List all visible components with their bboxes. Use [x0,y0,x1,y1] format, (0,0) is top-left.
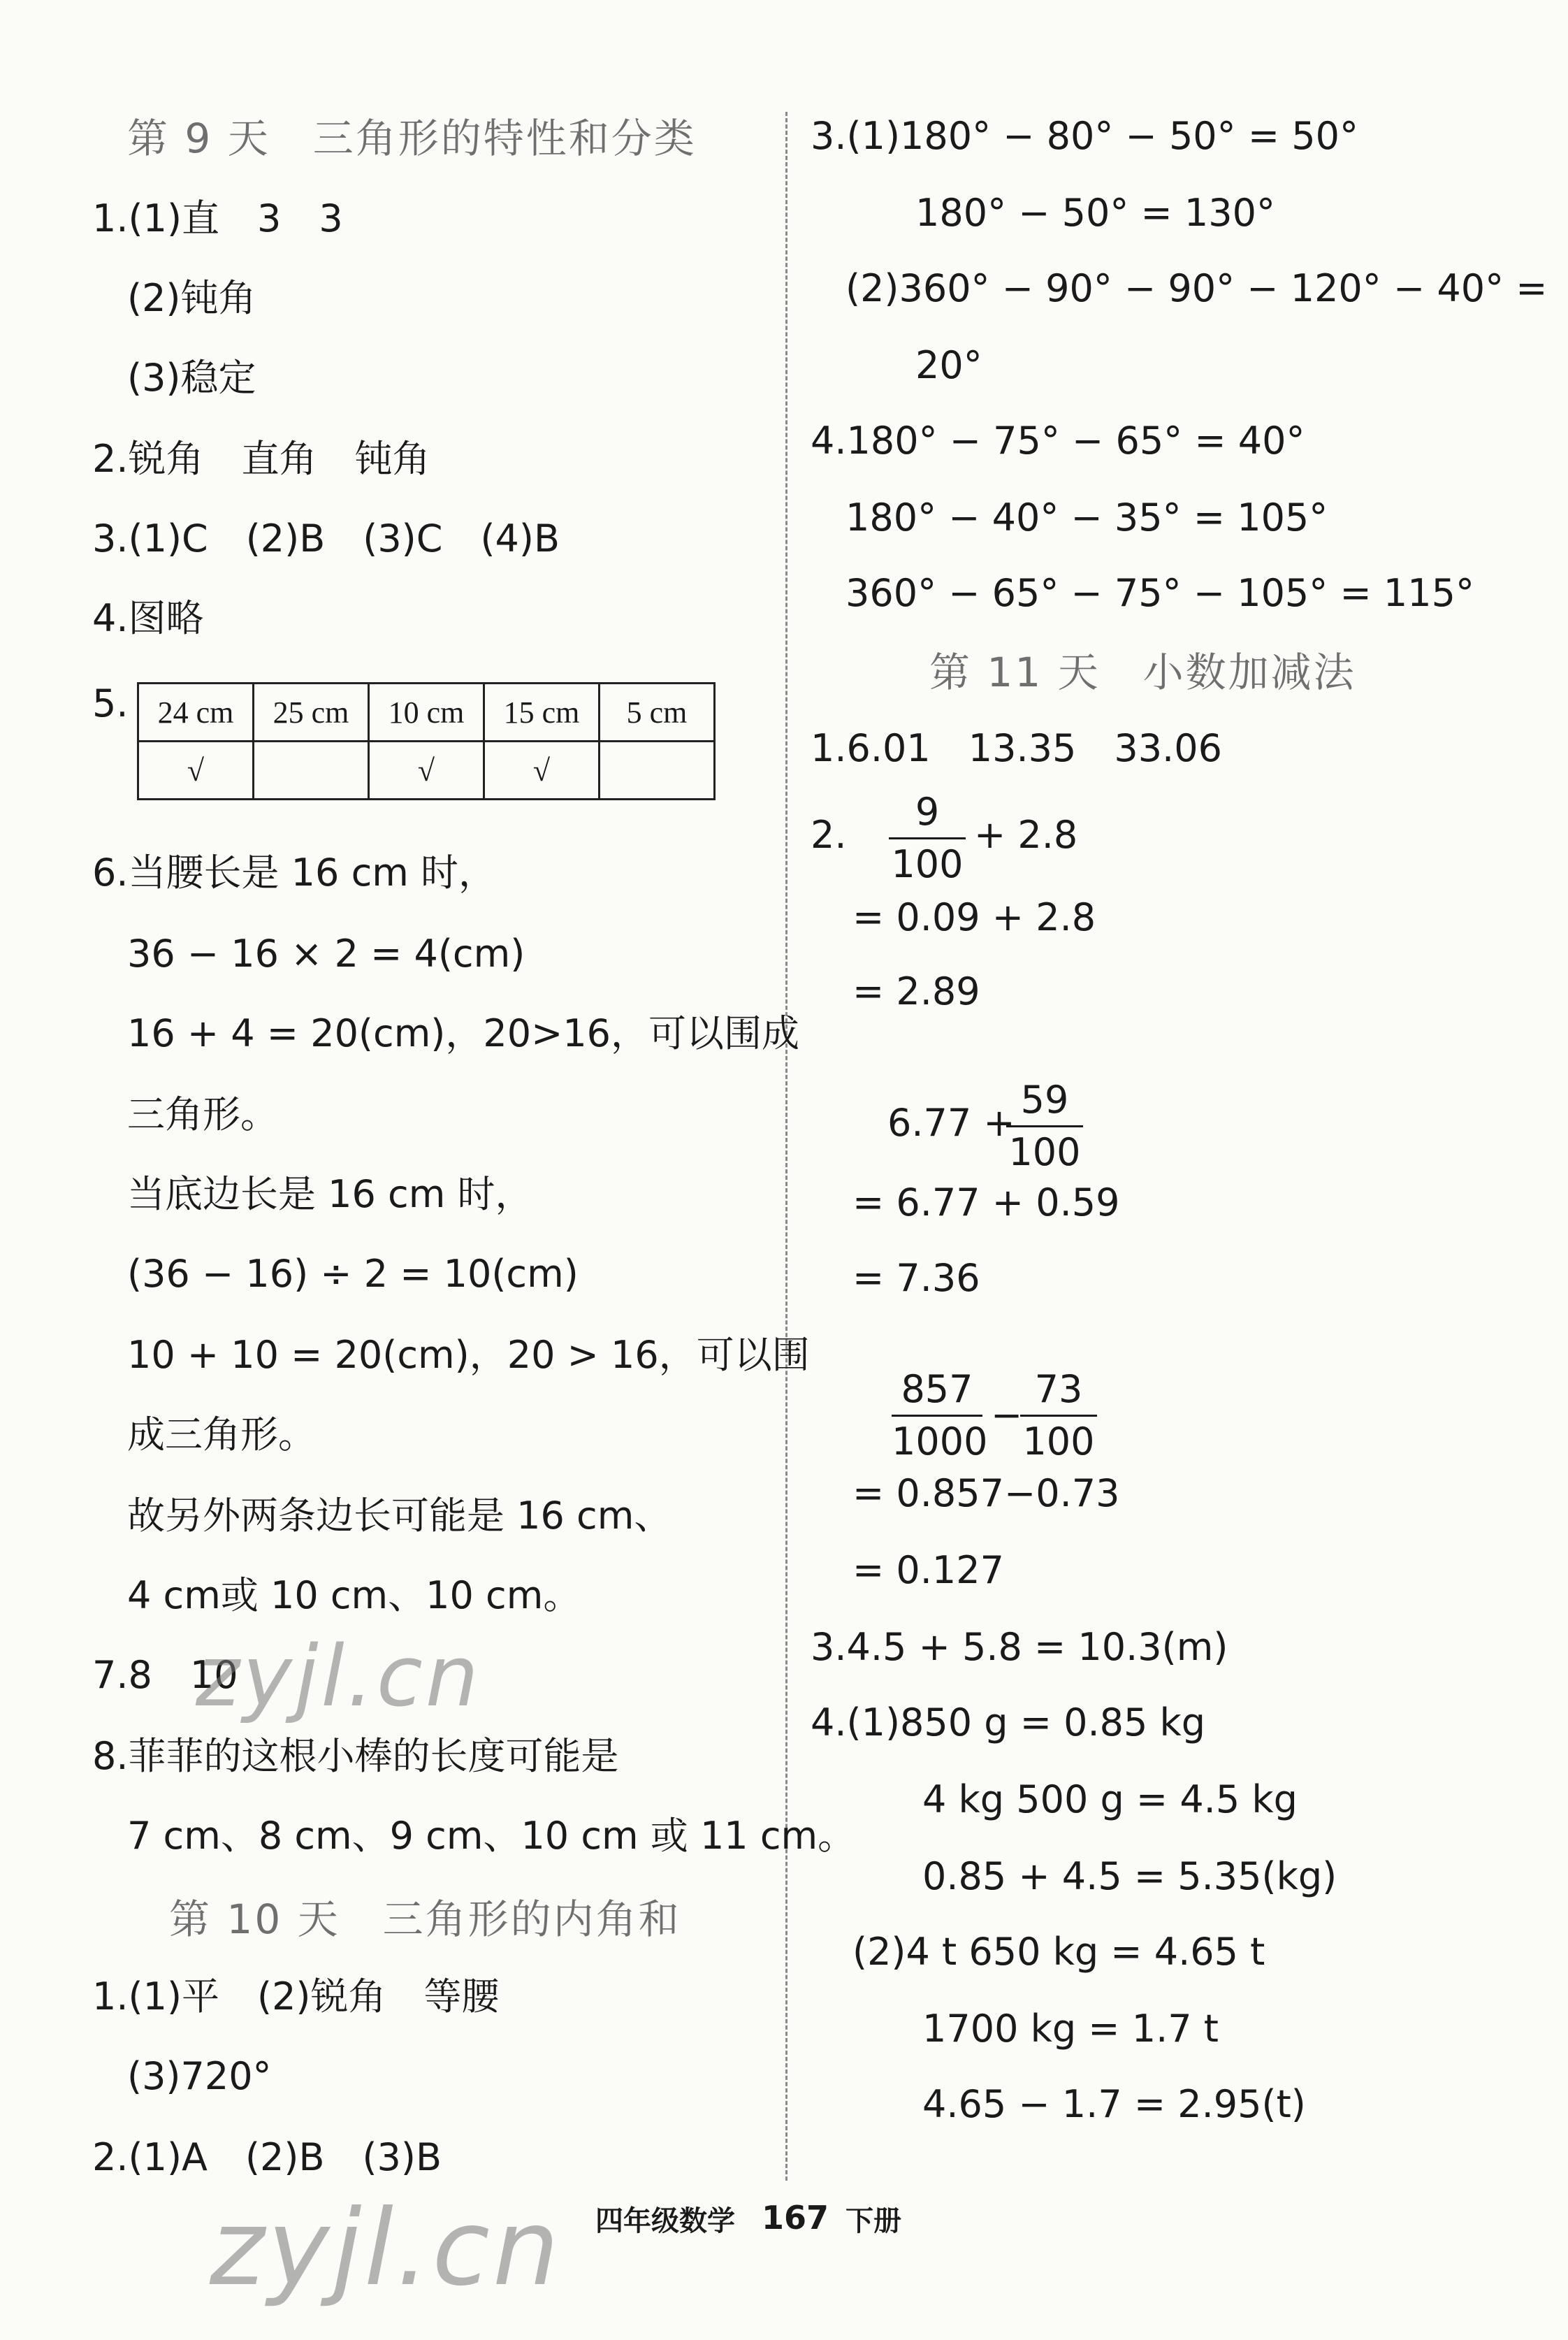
q1-part2: (2)钝角 [127,276,256,320]
q5-mark-cell: √ [369,742,484,800]
q5-header-cell: 15 cm [484,684,600,742]
day11-q4-line: (2)4 t 650 kg = 4.65 t [852,1930,1265,1974]
q5-mark-cell: √ [138,742,254,800]
footer-volume: 下册 [845,2205,901,2237]
q4-line: 4.180° − 75° − 65° = 40° [811,419,1305,463]
q5-mark-cell [600,742,715,800]
q6-line: 4 cm或 10 cm、10 cm。 [127,1573,581,1617]
expression-step: = 0.127 [852,1548,1005,1592]
q5-table-header-row [138,684,715,742]
q6-line: 成三角形。 [127,1413,316,1457]
q5-mark-cell [254,742,369,800]
day11-q4-line: 4 kg 500 g = 4.5 kg [922,1777,1298,1821]
q3-line: (2)360° − 90° − 90° − 120° − 40° = [845,266,1548,310]
q3-line: 180° − 50° = 130° [915,191,1276,235]
fraction-denominator: 100 [1008,1130,1081,1174]
day10-q2-answer: 2.(1)A (2)B (3)B [92,2135,442,2179]
fraction-numerator: 59 [1020,1078,1069,1122]
q5-header-cell: 5 cm [600,684,715,742]
q3-line: 3.(1)180° − 80° − 50° = 50° [811,114,1358,158]
q5-number: 5. [92,681,129,725]
expression-step: = 0.857−0.73 [852,1471,1120,1515]
day11-q4-line: 0.85 + 4.5 = 5.35(kg) [922,1854,1337,1898]
day11-q3-answer: 3.4.5 + 5.8 = 10.3(m) [811,1625,1228,1669]
q5-mark-cell: √ [484,742,600,800]
day11-q1-answer: 1.6.01 13.35 33.06 [811,726,1222,770]
q4-line: 360° − 65° − 75° − 105° = 115° [845,571,1474,615]
fraction-bar [892,1415,982,1417]
day11-q4-line: 4.65 − 1.7 = 2.95(t) [922,2082,1306,2126]
footer-grade: 四年级数学 [595,2205,735,2237]
fraction [1020,1366,1097,1466]
q6-line: 故另外两条边长可能是 16 cm、 [127,1494,672,1538]
q3-answer: 3.(1)C (2)B (3)C (4)B [92,517,560,561]
expression-rest: + 2.8 [974,813,1078,857]
q8-line: 8.菲菲的这根小棒的长度可能是 [92,1734,619,1778]
day11-q2-number: 2. [811,813,847,857]
q6-line: 36 − 16 × 2 = 4(cm) [127,932,525,976]
fraction-numerator: 73 [1034,1367,1083,1411]
watermark: zyjl.cn [196,1628,481,1726]
fraction-denominator: 100 [1022,1420,1095,1464]
watermark: zyjl.cn [210,2188,562,2309]
day10-q1-part2: (3)720° [127,2054,272,2098]
expression-step: = 2.89 [852,969,980,1013]
q6-line: 10 + 10 = 20(cm)，20 > 16，可以围 [127,1333,810,1377]
fraction-bar [889,837,966,839]
day9-title: 第 9 天 三角形的特性和分类 [127,115,697,162]
fraction-bar [1020,1415,1097,1417]
fraction [1006,1076,1083,1176]
q2-answer: 2.锐角 直角 钝角 [92,437,430,481]
fraction [889,788,966,888]
day11-q4-line: 1700 kg = 1.7 t [922,2007,1219,2051]
q1-part1: 1.(1)直 3 3 [92,196,343,240]
expression-lead: 6.77 + [887,1101,1015,1145]
fraction [892,1366,988,1466]
expression-step: = 0.09 + 2.8 [852,895,1096,939]
q6-line: (36 − 16) ÷ 2 = 10(cm) [127,1252,579,1296]
fraction-denominator: 100 [891,842,964,886]
q6-line: 16 + 4 = 20(cm)，20>16，可以围成 [127,1011,800,1055]
q6-line: 6.当腰长是 16 cm 时， [92,851,497,895]
day11-title: 第 11 天 小数加减法 [929,649,1356,696]
q5-header-cell: 10 cm [369,684,484,742]
q3-line: 20° [915,343,982,387]
q1-part3: (3)稳定 [127,356,256,400]
q7-answer: 7.8 10 [92,1653,238,1697]
day10-title: 第 10 天 三角形的内角和 [169,1895,681,1943]
fraction-numerator: 9 [915,790,940,834]
column-divider [785,112,787,2181]
q5-table [137,682,716,800]
q6-line: 当底边长是 16 cm 时， [127,1172,533,1216]
q5-header-cell: 24 cm [138,684,254,742]
q5-table-mark-row [138,742,715,800]
q4-answer: 4.图略 [92,596,204,640]
fraction-bar [1006,1125,1083,1127]
q5-header-cell: 25 cm [254,684,369,742]
q8-line: 7 cm、8 cm、9 cm、10 cm 或 11 cm。 [127,1814,856,1858]
fraction-denominator: 1000 [892,1420,988,1464]
fraction-numerator: 857 [901,1367,973,1411]
q6-line: 三角形。 [127,1092,278,1136]
day10-q1-part1: 1.(1)平 (2)锐角 等腰 [92,1974,500,2018]
day11-q4-line: 4.(1)850 g = 0.85 kg [811,1700,1206,1745]
expression-step: = 6.77 + 0.59 [852,1180,1120,1225]
q4-line: 180° − 40° − 35° = 105° [845,496,1328,540]
page-number: 167 [762,2199,829,2237]
minus-sign: − [991,1393,1023,1437]
expression-step: = 7.36 [852,1256,980,1300]
